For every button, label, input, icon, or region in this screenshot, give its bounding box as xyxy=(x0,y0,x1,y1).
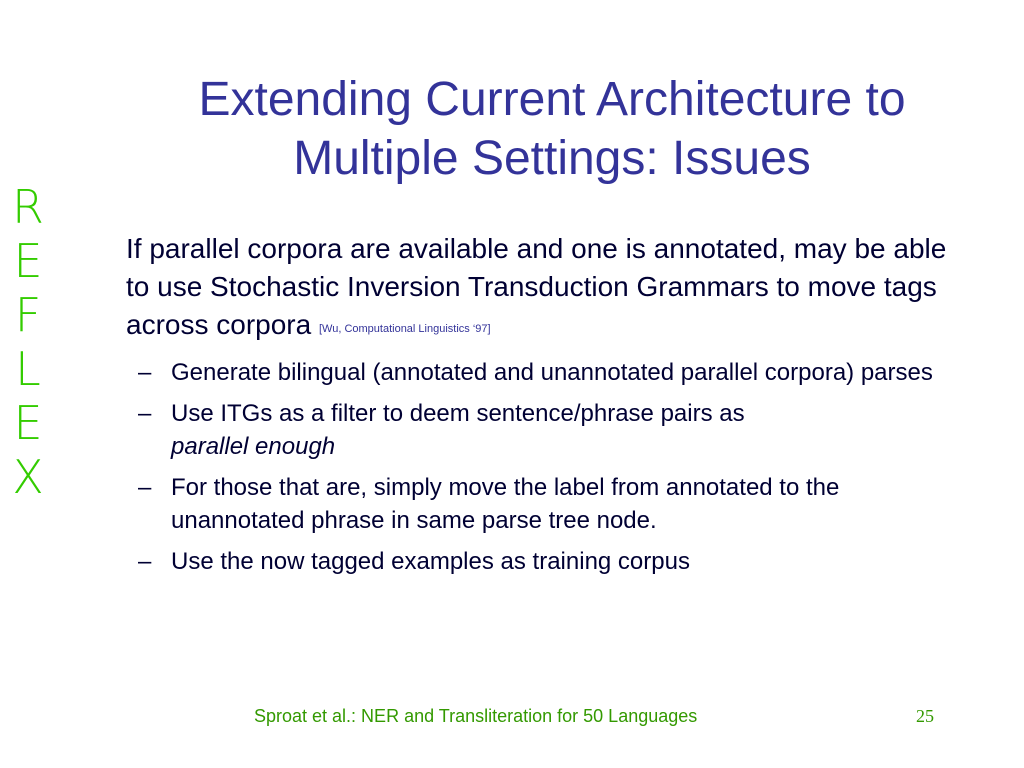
bullet-text: Use ITGs as a filter to deem sentence/phrase pairs as xyxy=(171,400,745,427)
bullet-dash: – xyxy=(138,548,152,575)
bullet-italic-text: parallel enough xyxy=(171,433,336,460)
sidebar-letter: L xyxy=(15,342,41,396)
title-line-2: Multiple Settings: Issues xyxy=(293,132,811,185)
sidebar-letter: R xyxy=(12,180,44,234)
bullet-list xyxy=(138,356,956,578)
sidebar-letter: E xyxy=(13,396,43,450)
bullet-text: For those that are, simply move the label from annotated to the unannotated phrase in same parse tree node. xyxy=(171,474,840,534)
bullet-text: Generate bilingual (annotated and unannotated parallel corpora) parses xyxy=(171,359,933,386)
main-paragraph xyxy=(126,230,956,348)
bullet-item xyxy=(138,356,956,389)
bullet-item xyxy=(138,471,956,537)
bullet-dash: – xyxy=(138,474,152,501)
slide-title xyxy=(40,70,1024,188)
sidebar-letter: X xyxy=(12,450,44,504)
reflex-sidebar xyxy=(8,180,48,504)
slide-footer: Sproat et al.: NER and Transliteration for 50 Languages xyxy=(254,706,698,726)
main-text: If parallel corpora are available and one is annotated, may be able to use Stochastic Inversion Transduction Grammars to move tags across corpora xyxy=(126,233,947,340)
sidebar-letter: E xyxy=(13,234,43,288)
bullet-item xyxy=(138,545,956,578)
bullet-dash: – xyxy=(138,400,152,427)
page-number: 25 xyxy=(916,706,934,726)
slide-body xyxy=(126,230,956,586)
bullet-dash: – xyxy=(138,359,152,386)
citation: [Wu, Computational Linguistics ‘97] xyxy=(318,323,491,335)
title-line-1: Extending Current Architecture to xyxy=(198,73,906,126)
sidebar-letter: F xyxy=(14,288,42,342)
bullet-text: Use the now tagged examples as training corpus xyxy=(171,548,690,575)
bullet-item xyxy=(138,397,956,463)
